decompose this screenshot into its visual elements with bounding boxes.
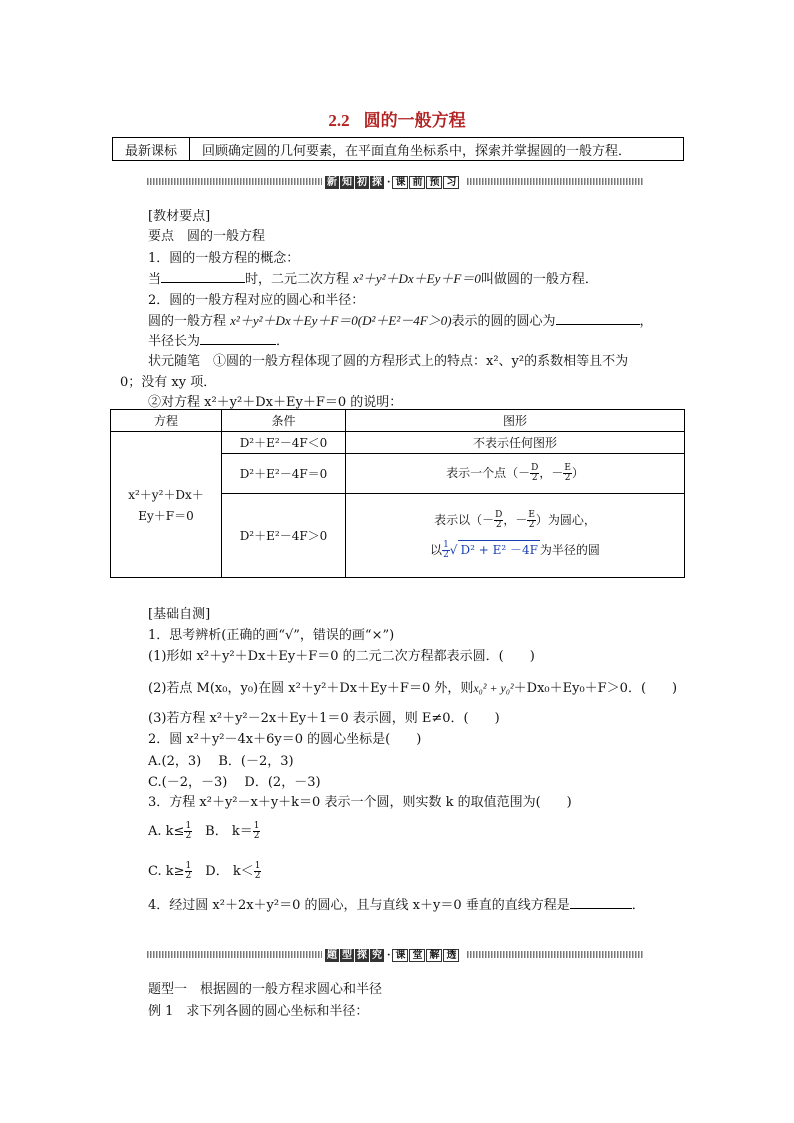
standards-text: 回顾确定圆的几何要素，在平面直角坐标系中，探索并掌握圆的一般方程． — [202, 143, 632, 159]
question-1: 1．思考辨析(正确的画“√”，错误的画“×”) — [148, 628, 395, 643]
answer-blank[interactable] — [200, 332, 276, 345]
points-heading: [教材要点] — [148, 209, 211, 224]
type-heading: 题型一 根据圆的一般方程求圆心和半径 — [148, 982, 383, 997]
basic-heading: [基础自测] — [148, 607, 211, 622]
table-row-condition: D²＋E²－4F＜0 — [222, 432, 346, 454]
section-banner-explore: 题 型 探 究 · 课 堂 解 透 — [147, 948, 644, 962]
points-p1-line: 当 时，二元二次方程 x²＋y²＋Dx＋Ey＋F＝0叫做圆的一般方程． — [148, 271, 598, 287]
section-banner-preview: 新 知 初 探 · 课 前 预 习 — [147, 175, 644, 189]
table-equation-cell: x²＋y²＋Dx＋ Ey＋F＝0 — [111, 432, 222, 578]
table-header: 图形 — [346, 410, 685, 432]
table-row-shape: 不表示任何图形 — [346, 432, 685, 454]
answer-blank[interactable] — [570, 896, 632, 909]
table-row-shape: 表示一个点（－ $\frac{D}{2}$ ，－ $\frac{E}{2}$ ） — [346, 454, 685, 494]
note-line-2: 0；没有 xy 项． — [120, 375, 217, 390]
question-4: 4．经过圆 x²＋2x＋y²＝0 的圆心，且与直线 x＋y＝0 垂直的直线方程是 ． — [148, 898, 645, 913]
page-title: 2.2 圆的一般方程 — [328, 111, 466, 131]
question-2: 2．圆 x²＋y²－4x＋6y＝0 的圆心坐标是( ) — [148, 732, 422, 747]
table-header: 方程 — [111, 410, 222, 432]
table-row-condition: D²＋E²－4F＝0 — [222, 454, 346, 494]
standards-label: 最新课标 — [113, 138, 190, 160]
question-3-options-cd: C. k≥ $\frac{1}{2}$ D． k＜ $\frac{1}{2}$ — [148, 861, 261, 881]
points-p2-line: 圆的一般方程 x²＋y²＋Dx＋Ey＋F＝0(D²＋E²－4F＞0)表示的圆的圆心为 ， — [148, 313, 653, 329]
table-row-condition: D²＋E²－4F＞0 — [222, 494, 346, 578]
table-header: 条件 — [222, 410, 346, 432]
points-p2-radius: 半径长为 ． — [148, 334, 290, 349]
points-p2: 2．圆的一般方程对应的圆心和半径： — [148, 293, 365, 308]
question-1-3: (3)若方程 x²＋y²－2x＋Ey＋1＝0 表示圆，则 E≠0．( ) — [148, 711, 500, 726]
equation-table — [110, 409, 685, 578]
note-line-1: 状元随笔 ①圆的一般方程体现了圆的方程形式上的特点：x²、y²的系数相等且不为 — [148, 354, 629, 369]
answer-blank[interactable] — [161, 270, 245, 283]
question-1-1: (1)形如 x²＋y²＋Dx＋Ey＋F＝0 的二元二次方程都表示圆．( ) — [148, 649, 535, 664]
question-2-options-ab: A.(2，3) B．(－2，3) — [148, 754, 294, 769]
answer-blank[interactable] — [556, 312, 640, 325]
question-2-options-cd: C.(－2，－3) D．(2，－3) — [148, 775, 321, 790]
question-1-2: (2)若点 M(x₀，y₀)在圆 x²＋y²＋Dx＋Ey＋F＝0 外，则x₀² + y₀²＋Dx₀＋Ey₀＋F＞0．( ) — [148, 681, 678, 696]
question-3: 3．方程 x²＋y²－x＋y＋k＝0 表示一个圆，则实数 k 的取值范围为( ) — [148, 795, 572, 810]
points-key: 要点 圆的一般方程 — [148, 229, 266, 244]
standards-box — [112, 137, 684, 161]
points-p1: 1．圆的一般方程的概念： — [148, 251, 300, 266]
question-3-options-ab: A. k≤ $\frac{1}{2}$ B． k＝ $\frac{1}{2}$ — [148, 821, 260, 841]
example-1: 例 1 求下列各圆的圆心坐标和半径： — [148, 1004, 369, 1019]
table-row-shape: 表示以（－ $\frac{D}{2}$ ，－ $\frac{E}{2}$ ）为圆心， 以 $\frac{1}{2}$ √ D² + E² －4F 为半径的圆 — [346, 494, 685, 578]
note-line-3: ②对方程 x²＋y²＋Dx＋Ey＋F＝0 的说明： — [148, 395, 403, 410]
